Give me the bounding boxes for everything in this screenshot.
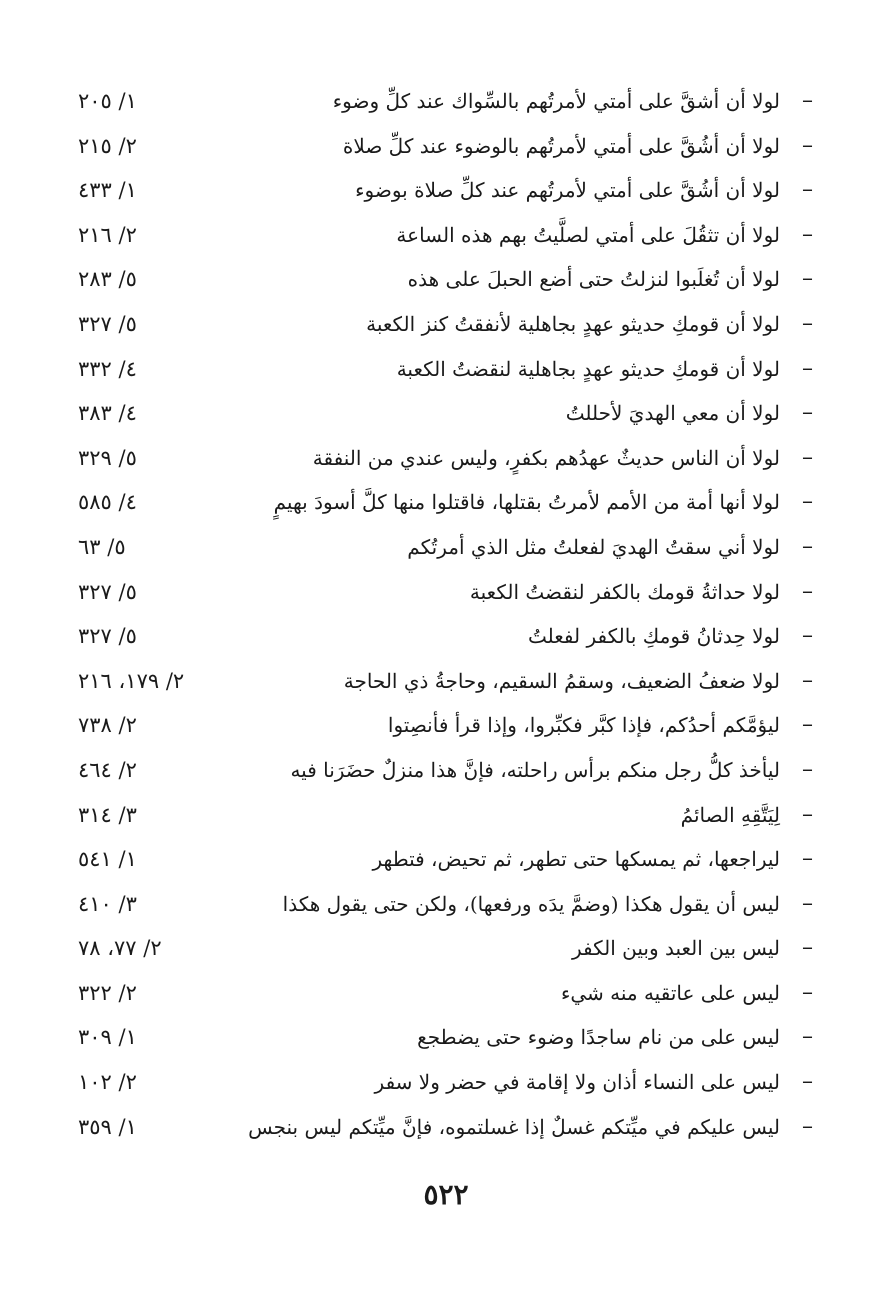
hadith-text: ليراجعها، ثم يمسكها حتى تطهر، ثم تحيض، فتطهر (372, 847, 780, 872)
volume-page-reference: ٢/ ٤٦٤ (78, 757, 137, 782)
volume-page-reference: ٢/ ٢١٥ (78, 133, 137, 158)
entry-dash: – (802, 132, 813, 158)
hadith-text: لولا أن الناس حديثٌ عهدُهم بكفرٍ، وليس عندي من النفقة (312, 445, 780, 470)
hadith-text: لِيَتَّقِهِ الصائمُ (680, 802, 780, 827)
volume-page-reference: ٢/ ١٠٢ (78, 1070, 137, 1095)
volume-page-reference: ٢/ ١٧٩، ٢١٦ (78, 668, 185, 693)
hadith-text: لولا أن أشقَّ على أمتي لأمرتُهم بالسِّواك عند كلِّ وضوء (332, 89, 780, 113)
entry-dash: – (802, 221, 813, 247)
volume-page-reference: ٥/ ٦٣ (78, 534, 126, 559)
volume-page-reference: ٥/ ٣٢٧ (78, 311, 137, 336)
entry-dash: – (802, 444, 813, 470)
hadith-text: لولا أن قومكِ حديثو عهدٍ بجاهلية لأنفقتُ كنز الكعبة (366, 311, 780, 336)
volume-page-reference: ٢/ ٣٢٢ (78, 980, 137, 1005)
index-entry (76, 706, 813, 751)
entry-dash: – (802, 667, 813, 693)
entry-dash: – (802, 1069, 813, 1095)
volume-page-reference: ٢/ ٢١٦ (78, 222, 137, 247)
entry-dash: – (802, 756, 813, 782)
hadith-text: لولا أني سقتُ الهديَ لفعلتُ مثل الذي أمرتُكم (407, 534, 780, 559)
volume-page-reference: ٥/ ٣٢٧ (78, 579, 137, 604)
entry-dash: – (802, 310, 813, 336)
index-entry (76, 483, 813, 528)
index-entry (76, 796, 813, 841)
entry-dash: – (802, 177, 813, 203)
index-entry (76, 1063, 813, 1108)
hadith-text: ليس على عاتقيه منه شيء (560, 980, 780, 1005)
volume-page-reference: ١/ ٤٣٣ (78, 178, 137, 203)
entry-dash: – (802, 1024, 813, 1050)
volume-page-reference: ٣/ ٣١٤ (78, 802, 137, 827)
volume-page-reference: ١/ ٢٠٥ (78, 89, 137, 113)
index-entry (76, 885, 813, 930)
index-entry (76, 439, 813, 484)
hadith-text: ليأخذ كلُّ رجل منكم برأس راحلته، فإنَّ هذا منزلٌ حضَرَنا فيه (290, 757, 780, 782)
index-entry (76, 662, 813, 707)
index-entry (76, 260, 813, 305)
entry-dash: – (802, 533, 813, 559)
index-entry (76, 617, 813, 662)
index-entry (76, 394, 813, 439)
entry-dash: – (802, 979, 813, 1005)
entry-dash: – (802, 578, 813, 604)
hadith-text: لولا أن تثقُلَ على أمتي لصلَّيتُ بهم هذه الساعة (396, 222, 780, 247)
hadith-text: ليس بين العبد وبين الكفر (571, 936, 780, 961)
index-entry (76, 974, 813, 1019)
volume-page-reference: ١/ ٣٥٩ (78, 1114, 137, 1139)
hadith-text: لولا أن أشُقَّ على أمتي لأمرتُهم بالوضوء عند كلِّ صلاة (342, 133, 780, 158)
entry-dash: – (802, 489, 813, 515)
hadith-text: ليس أن يقول هكذا (وضمَّ يدَه ورفعها)، ولكن حتى يقول هكذا (282, 891, 780, 916)
index-entry (76, 1108, 813, 1153)
index-entry (76, 573, 813, 618)
index-entry (76, 305, 813, 350)
hadith-text: ليس عليكم في ميِّتكم غسلٌ إذا غسلتموه، فإنَّ ميِّتكم ليس بنجس (248, 1114, 780, 1139)
hadith-text: لولا أن معي الهديَ لأحللتُ (565, 401, 780, 426)
entry-dash: – (802, 266, 813, 292)
volume-page-reference: ٤/ ٥٨٥ (78, 490, 137, 515)
volume-page-reference: ٢/ ٧٣٨ (78, 713, 137, 738)
index-entry (76, 127, 813, 172)
entry-dash: – (802, 846, 813, 872)
hadith-text: لولا حداثةُ قومك بالكفر لنقضتُ الكعبة (469, 579, 780, 604)
index-entry (76, 216, 813, 261)
entry-dash: – (802, 801, 813, 827)
volume-page-reference: ١/ ٥٤١ (78, 847, 137, 872)
entry-dash: – (802, 355, 813, 381)
hadith-text: ليؤمَّكم أحدُكم، فإذا كبَّر فكبِّروا، وإذا قرأ فأنصِتوا (387, 713, 780, 738)
hadith-text: لولا حِدثانُ قومكِ بالكفر لفعلتُ (527, 624, 780, 649)
volume-page-reference: ٢/ ٧٧، ٧٨ (78, 936, 162, 961)
entry-dash: – (802, 890, 813, 916)
entry-dash: – (802, 400, 813, 426)
entry-dash: – (802, 712, 813, 738)
hadith-index-list (76, 82, 813, 1152)
entry-dash: – (802, 935, 813, 961)
volume-page-reference: ١/ ٣٠٩ (78, 1025, 137, 1050)
entry-dash: – (802, 623, 813, 649)
hadith-text: لولا ضعفُ الضعيف، وسقمُ السقيم، وحاجةُ ذي الحاجة (343, 668, 780, 693)
index-entry (76, 528, 813, 573)
entry-dash: – (802, 1113, 813, 1139)
index-entry (76, 840, 813, 885)
hadith-text: لولا أن قومكِ حديثو عهدٍ بجاهلية لنقضتُ الكعبة (396, 356, 780, 381)
volume-page-reference: ٥/ ٣٢٩ (78, 445, 137, 470)
index-entry (76, 929, 813, 974)
index-entry (76, 1018, 813, 1063)
index-entry (76, 751, 813, 796)
entry-dash: – (802, 88, 813, 113)
hadith-text: لولا أن تُغلَبوا لنزلتُ حتى أضع الحبلَ على هذه (407, 267, 780, 292)
index-entry (76, 171, 813, 216)
hadith-text: ليس على النساء أذان ولا إقامة في حضر ولا سفر (374, 1070, 780, 1095)
volume-page-reference: ٥/ ٢٨٣ (78, 267, 137, 292)
volume-page-reference: ٣/ ٤١٠ (78, 891, 137, 916)
index-entry (76, 82, 813, 127)
index-entry (76, 350, 813, 395)
hadith-text: ليس على من نام ساجدًا وضوء حتى يضطجع (417, 1025, 780, 1050)
page-number: ٥٢٢ (423, 1178, 469, 1211)
hadith-text: لولا أنها أمة من الأمم لأمرتُ بقتلها، فاقتلوا منها كلَّ أسودَ بهيمٍ (273, 490, 780, 515)
hadith-text: لولا أن أشُقَّ على أمتي لأمرتُهم عند كلِّ صلاة بوضوء (355, 178, 780, 203)
volume-page-reference: ٤/ ٣٨٣ (78, 401, 137, 426)
volume-page-reference: ٥/ ٣٢٧ (78, 624, 137, 649)
volume-page-reference: ٤/ ٣٣٢ (78, 356, 137, 381)
